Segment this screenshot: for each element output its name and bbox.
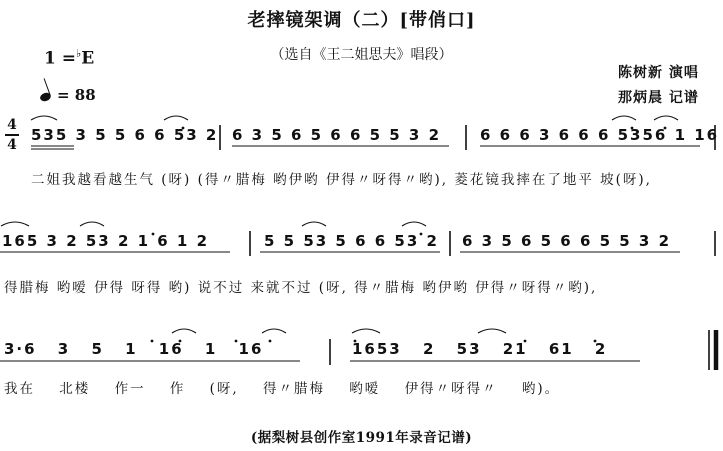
notation-measure: 5 5 53 5 6 6 53 2 bbox=[264, 232, 439, 250]
notation-measure: 3·6 3 5 1 16 1 16 bbox=[4, 340, 264, 358]
tie bbox=[654, 116, 678, 120]
tie bbox=[80, 222, 104, 226]
transcriber-credit: 那炳晨 记谱 bbox=[618, 90, 699, 106]
score-title: 老摔镜架调（二）[带俏口] bbox=[247, 10, 476, 31]
lyric-line: 得腊梅 哟嗳 伊得 呀得 哟) 说不过 来就不过 (呀, 得〃腊梅 哟伊哟 伊得〃呀得〃哟), bbox=[4, 280, 598, 296]
tie bbox=[352, 329, 380, 333]
notation-measure: 6 6 6 3 6 6 6 5356 1 16 bbox=[480, 126, 720, 144]
notation-measure: 165 3 2 53 2 1 6 1 2 bbox=[2, 232, 210, 250]
score-subtitle: （选自《王二姐思夫》唱段） bbox=[270, 47, 453, 63]
tie bbox=[1, 222, 29, 226]
octave-dot bbox=[269, 340, 272, 343]
notation-measure: 6 3 5 6 5 6 6 5 5 3 2 bbox=[232, 126, 442, 144]
tie bbox=[402, 222, 426, 226]
tie bbox=[172, 329, 196, 333]
notation-measure: 1653 2 53 21 61 2 bbox=[352, 340, 608, 358]
notation-measure: 6 3 5 6 5 6 6 5 5 3 2 bbox=[462, 232, 672, 250]
time-signature-top: 4 bbox=[7, 117, 17, 133]
key-note: E bbox=[81, 48, 95, 69]
tie bbox=[302, 222, 326, 226]
key-prefix: 1 = bbox=[44, 48, 76, 69]
tie bbox=[478, 329, 506, 333]
tie bbox=[31, 116, 57, 120]
time-signature-bottom: 4 bbox=[7, 136, 17, 153]
source-note: (据梨树县创作室1991年录音记谱) bbox=[250, 430, 473, 446]
tie bbox=[262, 329, 286, 333]
tie bbox=[164, 116, 188, 120]
notation-measure: 535 3 5 5 6 6 53 2 bbox=[31, 126, 219, 144]
singer-credit: 陈树新 演唱 bbox=[618, 65, 699, 81]
tempo-value: = 88 bbox=[57, 86, 96, 104]
tie bbox=[612, 116, 636, 120]
lyric-line: 我在 北楼 作一 作 (呀, 得〃腊梅 哟嗳 伊得〃呀得〃 哟)。 bbox=[4, 381, 561, 397]
flat-sign: ♭ bbox=[76, 47, 82, 60]
lyric-line: 二姐我越看越生气 (呀) (得〃腊梅 哟伊哟 伊得〃呀得〃哟), 菱花镜我摔在了地平 坡(呀), bbox=[31, 172, 652, 188]
